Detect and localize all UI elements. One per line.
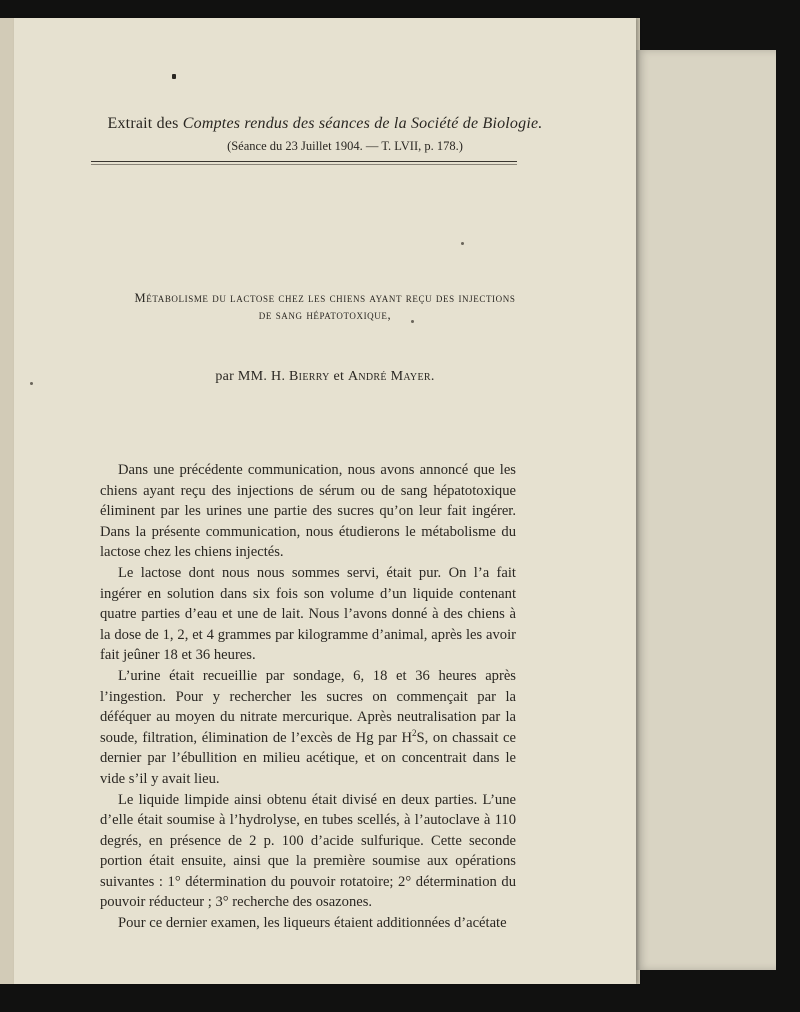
article-body <box>100 460 516 934</box>
paragraph-3-part-a: L’urine était recueillie par sondage, 6, 18 et 36 heures après l’ingestion. Pour y rechercher les sucres on commençait par la déféquer au moyen du nitrate mercurique. Après neutralisation par la soude, filtration, élimination de l’excès de Hg par H <box>100 667 516 746</box>
paragraph-3-superscript: 2 <box>412 727 417 738</box>
extract-prefix: Extrait des <box>107 115 183 132</box>
paragraph-3-part-b: S, on chassait ce dernier par l’ébullition en milieu acétique, et on concentrait dans le vide s’il y avait lieu. <box>100 729 516 787</box>
document-page <box>14 18 636 984</box>
paragraph-1: Dans une précédente communication, nous avons annoncé que les chiens ayant reçu des injections de sérum ou de sang hépatotoxique éliminent par les urines une partie des sucres qu’on leur fait ingérer. Dans la présente communication, nous étudierons le métabolisme du lactose chez les chiens injectés. <box>100 462 516 561</box>
paragraph-4: Le liquide limpide ainsi obtenu était divisé en deux parties. L’une d’elle était soumise à l’hydrolyse, en tubes scellés, à l’autoclave à 110 degrés, en présence de 2 p. 100 d’acide sulfurique. Cette seconde portion était ensuite, ainsi que la première soumise aux opérations suivantes : 1° détermination du pouvoir rotatoire; 2° détermination du pouvoir réducteur ; 3° recherche des osazones. <box>100 791 516 911</box>
paper-speck <box>411 320 414 323</box>
title-line-1: Métabolisme du lactose chez les chiens ayant reçu des injections <box>134 291 516 305</box>
title-line-2: de sang hépatotoxique, <box>258 308 392 322</box>
paper-speck <box>461 242 464 245</box>
paragraph-2: Le lactose dont nous nous sommes servi, était pur. On l’a fait ingérer en solution dans six fois son volume d’un liquide contenant quatre parties d’eau et une de lait. Nous l’avons donné à des chiens à la dose de 1, 2, et 4 grammes par kilogramme d’animal, après les avoir fait jeûner 18 et 36 heures. <box>100 564 516 664</box>
article-title <box>14 290 636 324</box>
journal-name: Comptes rendus des séances de la Société de Biologie. <box>182 115 543 132</box>
author-mayer: André Mayer. <box>347 369 435 384</box>
paragraph-3 <box>100 666 516 790</box>
previous-page-edge <box>0 18 15 984</box>
authors-conjunction: et <box>329 369 348 384</box>
extract-header <box>14 115 636 133</box>
author-bierry: Bierry <box>289 369 330 384</box>
paper-speck <box>30 382 33 385</box>
next-page <box>636 50 776 970</box>
header-rule <box>91 161 517 165</box>
authors-prefix: par MM. H. <box>215 369 290 384</box>
author-line <box>14 369 636 385</box>
paragraph-5: Pour ce dernier examen, les liqueurs étaient additionnées d’acétate <box>118 915 507 932</box>
seance-reference: (Séance du 23 Juillet 1904. — T. LVII, p. 178.) <box>227 139 463 153</box>
ink-mark <box>172 74 176 79</box>
